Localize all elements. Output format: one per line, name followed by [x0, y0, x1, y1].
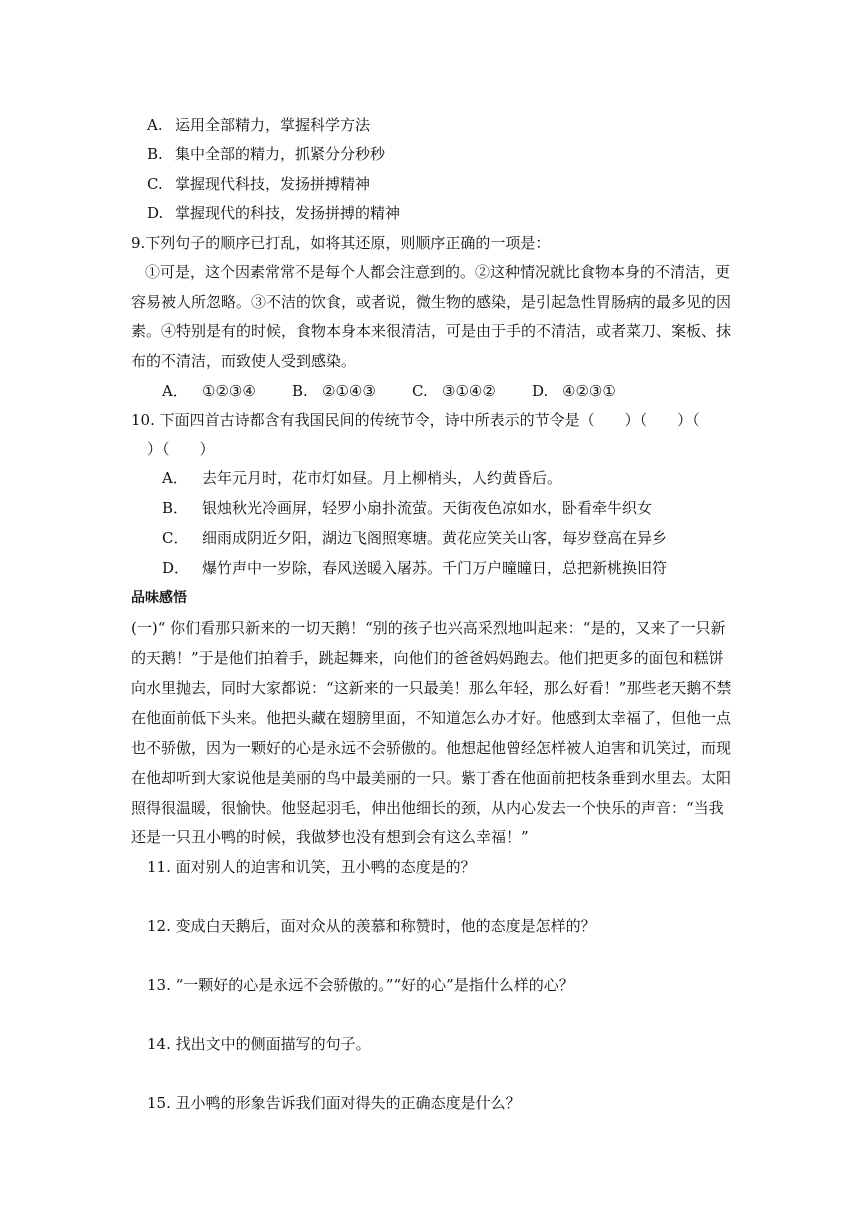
question-15: 15. 丑小鸭的形象告诉我们面对得失的正确态度是什么？	[147, 1094, 521, 1112]
q8-option-b	[147, 144, 385, 164]
option-text: 运用全部精力，掌握科学方法	[175, 116, 371, 134]
passage-line-1: (一)“ 你们看那只新来的一切天鹅！“别的孩子也兴高采烈地叫起来：“是的，又来了一只新	[131, 619, 726, 637]
passage-line-3: 向水里抛去，同时大家都说：“这新来的一只最美！那么年轻，那么好看！”那些老天鹅不禁	[131, 679, 732, 697]
option-text: 集中全部的精力，抓紧分分秒秒	[175, 145, 386, 163]
passage-line-6: 在他却听到大家说他是美丽的鸟中最美丽的一只。紫丁香在他面前把枝条垂到水里去。太阳	[131, 769, 732, 787]
q9-line-2: 容易被人所忽略。③不洁的饮食，或者说，微生物的感染，是引起急性胃肠病的最多见的因	[131, 293, 732, 311]
option-text: 掌握现代的科技，发扬拼搏的精神	[175, 204, 401, 222]
question-13: 13. “一颗好的心是永远不会骄傲的。”“好的心”是指什么样的心？	[147, 976, 574, 994]
q9-stem: 9.下列句子的顺序已打乱，如将其还原，则顺序正确的一项是：	[131, 234, 551, 252]
q8-option-d	[147, 203, 400, 223]
option-letter: D．	[162, 559, 190, 577]
q8-option-c	[147, 174, 370, 194]
option-text: 掌握现代科技，发扬拼搏精神	[175, 175, 371, 193]
q8-option-a	[147, 115, 370, 135]
passage-line-5: 也不骄傲，因为一颗好的心是永远不会骄傲的。他想起他曾经怎样被人迫害和讥笑过，而现	[131, 739, 732, 757]
question-12: 12. 变成白天鹅后，面对众从的羡慕和称赞时，他的态度是怎样的？	[147, 917, 596, 935]
q10-option-c	[162, 528, 667, 548]
option-letter: D.	[147, 204, 164, 222]
q9-line-4: 布的不清洁，而致使人受到感染。	[131, 352, 357, 370]
option-letter: D.	[532, 382, 549, 400]
option-text: 细雨成阴近夕阳，湖边飞阁照寒塘。黄花应笑关山客，每岁登高在异乡	[202, 529, 668, 547]
passage-line-2: 的天鹅！”于是他们拍着手，跳起舞来，向他们的爸爸妈妈跑去。他们把更多的面包和糕饼	[131, 649, 724, 667]
option-letter: B.	[292, 382, 308, 400]
passage-line-7: 照得很温暖，很愉快。他竖起羽毛，伸出他细长的颈，从内心发去一个快乐的声音：“当我	[131, 799, 724, 817]
q9-line-3: 素。④特别是有的时候，食物本身本来很清洁，可是由于手的不清洁，或者菜刀、案板、抹	[131, 322, 732, 340]
option-letter: C.	[412, 382, 428, 400]
option-letter: A．	[162, 382, 188, 400]
option-letter: B．	[162, 499, 189, 517]
option-text: ①②③④	[202, 382, 256, 400]
section-title: 品味感悟	[131, 590, 187, 606]
option-letter: A.	[147, 116, 163, 134]
q10-option-d	[162, 558, 667, 578]
option-letter: C.	[147, 175, 163, 193]
q10-option-a	[162, 468, 562, 488]
option-text: 爆竹声中一岁除，春风送暖入屠苏。千门万户曈曈日，总把新桃换旧符	[202, 559, 668, 577]
option-letter: A．	[162, 469, 188, 487]
q9-line-1: ①可是，这个因素常常不是每个人都会注意到的。②这种情况就比食物本身的不清洁，更	[145, 263, 731, 281]
option-text: 银烛秋光冷画屏，轻罗小扇扑流萤。天街夜色凉如水，卧看牵牛织女	[202, 499, 653, 517]
option-text: 去年元月时，花市灯如昼。月上柳梢头，人约黄昏后。	[202, 469, 563, 487]
option-text: ④②③①	[562, 382, 616, 400]
option-text: ③①④②	[442, 382, 496, 400]
passage-line-8: 还是一只丑小鸭的时候，我做梦也没有想到会有这么幸福！”	[131, 828, 529, 846]
q10-stem-line-1: 10. 下面四首古诗都含有我国民间的传统节令，诗中所表示的节令是（ ）（ ）（	[131, 411, 700, 429]
question-14: 14. 找出文中的侧面描写的句子。	[147, 1035, 371, 1053]
q9-options	[162, 381, 616, 401]
option-letter: B.	[147, 145, 163, 163]
option-letter: C．	[162, 529, 189, 547]
passage-line-4: 在他面前低下头来。他把头藏在翅膀里面，不知道怎么办才好。他感到太幸福了，但他一点	[131, 709, 732, 727]
question-11: 11. 面对别人的迫害和讥笑，丑小鸭的态度是的？	[147, 858, 476, 876]
q10-stem-line-2: ）（ ）	[147, 440, 215, 458]
option-text: ②①④③	[322, 382, 376, 400]
q10-option-b	[162, 498, 652, 518]
